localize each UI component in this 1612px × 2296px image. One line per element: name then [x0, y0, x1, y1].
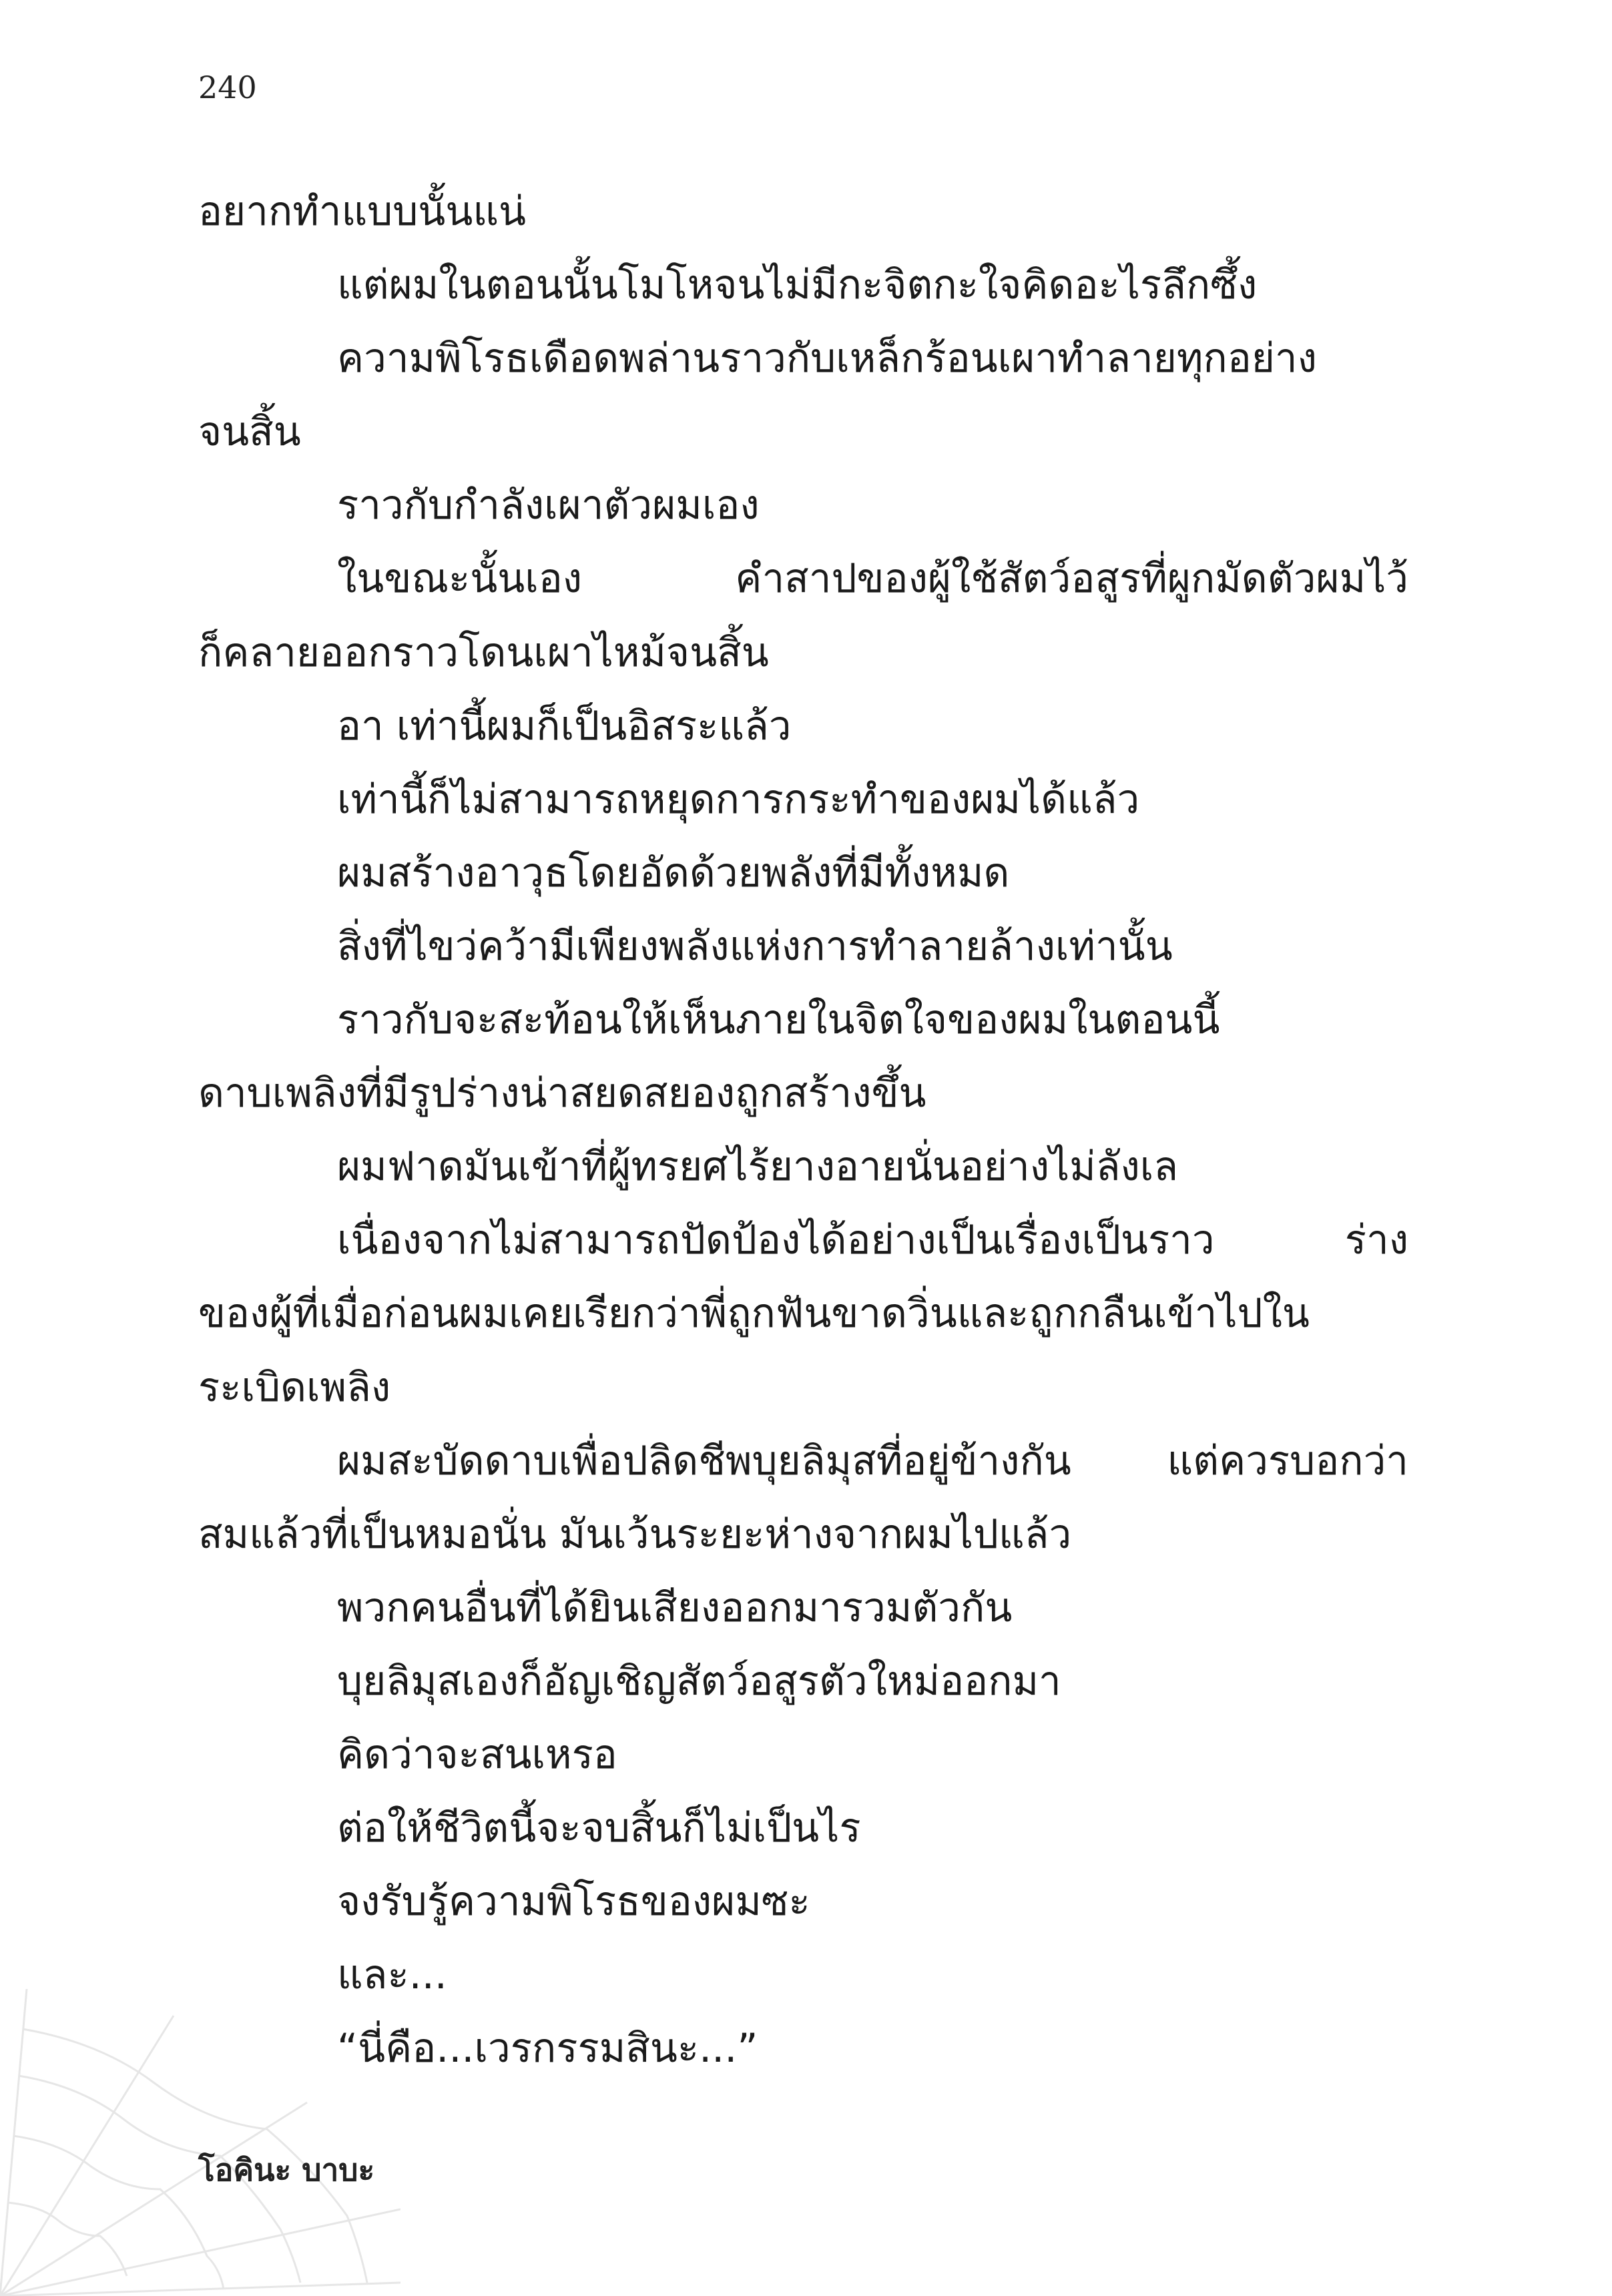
text-line: สมแล้วที่เป็นหมอนั่น มันเว้นระยะห่างจากผมไปแล้ว [198, 1510, 1072, 1558]
text-line: และ... [337, 1952, 447, 1999]
text-line: จงรับรู้ความพิโรธของผมซะ [337, 1878, 810, 1926]
text-line: อา เท่านี้ผมก็เป็นอิสระแล้ว [337, 702, 792, 750]
text-line: เท่านี้ก็ไม่สามารถหยุดการกระทำของผมได้แล้ว [337, 776, 1140, 823]
text-line: แต่ผมในตอนนั้นโมโหจนไม่มีกะจิตกะใจคิดอะไรลึกซึ้ง [337, 262, 1258, 309]
text-line: ก็คลายออกราวโดนเผาไหม้จนสิ้น [198, 629, 769, 676]
text-line: ผมฟาดมันเข้าที่ผู้ทรยศไร้ยางอายนั่นอย่างไม่ลังเล [337, 1143, 1179, 1191]
text-line: “นี่คือ...เวรกรรมสินะ...” [337, 2025, 758, 2072]
body-text [198, 175, 1408, 2085]
author-name: โอคินะ บาบะ [198, 2152, 375, 2188]
text-line: เนื่องจากไม่สามารถปัดป้องได้อย่างเป็นเรื่องเป็นราว ร่าง [337, 1217, 1408, 1264]
text-line: ดาบเพลิงที่มีรูปร่างน่าสยดสยองถูกสร้างขึ้น [198, 1070, 926, 1117]
text-line: บุยลิมุสเองก็อัญเชิญสัตว์อสูรตัวใหม่ออกมา [337, 1657, 1061, 1705]
spider-web-icon [0, 1989, 400, 2296]
text-line: อยากทำแบบนั้นแน่ [198, 188, 527, 235]
text-line: พวกคนอื่นที่ได้ยินเสียงออกมารวมตัวกัน [337, 1584, 1013, 1631]
text-line: ผมสะบัดดาบเพื่อปลิดชีพบุยลิมุสที่อยู่ข้างกัน แต่ควรบอกว่า [337, 1437, 1408, 1484]
text-line: คิดว่าจะสนเหรอ [337, 1731, 617, 1778]
text-line: จนสิ้น [198, 408, 301, 456]
text-line: ราวกับจะสะท้อนให้เห็นภายในจิตใจของผมในตอนนี้ [337, 996, 1220, 1044]
text-line: ของผู้ที่เมื่อก่อนผมเคยเรียกว่าพี่ถูกฟันขาดวิ่นและถูกกลืนเข้าไปใน [198, 1290, 1310, 1338]
text-line: ความพิโรธเดือดพล่านราวกับเหล็กร้อนเผาทำลายทุกอย่าง [337, 335, 1317, 382]
text-line: ราวกับกำลังเผาตัวผมเอง [337, 482, 760, 529]
page-number: 240 [198, 69, 257, 105]
text-line: ผมสร้างอาวุธโดยอัดด้วยพลังที่มีทั้งหมด [337, 849, 1010, 896]
text-line: ต่อให้ชีวิตนี้จะจบสิ้นก็ไม่เป็นไร [337, 1805, 861, 1852]
text-line: ในขณะนั้นเอง คำสาปของผู้ใช้สัตว์อสูรที่ผูกมัดตัวผมไว้ [337, 555, 1408, 603]
text-line: สิ่งที่ไขว่คว้ามีเพียงพลังแห่งการทำลายล้างเท่านั้น [337, 922, 1173, 970]
text-line: ระเบิดเพลิง [198, 1364, 391, 1411]
